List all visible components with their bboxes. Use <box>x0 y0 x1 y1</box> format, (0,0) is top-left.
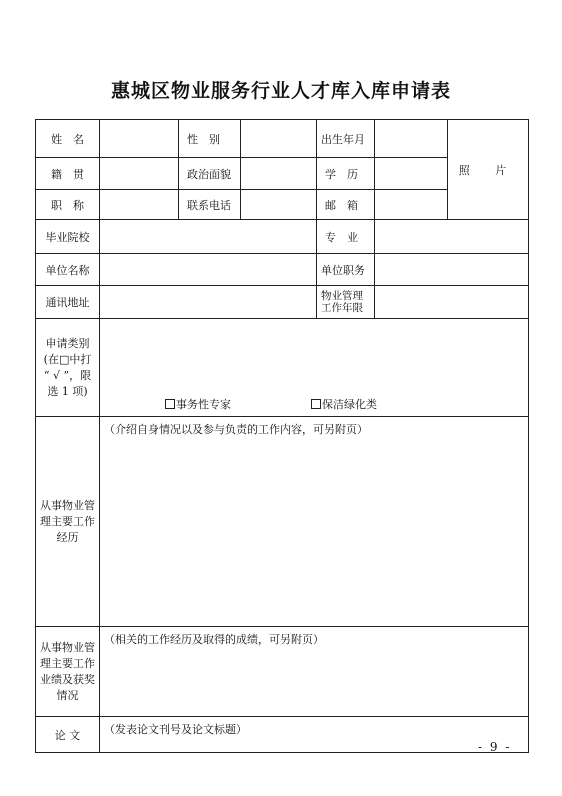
experience-field[interactable] <box>100 417 529 627</box>
years-field[interactable] <box>375 286 529 319</box>
label-gender: 性 别 <box>179 120 241 158</box>
label-education: 学 历 <box>317 158 375 190</box>
school-field[interactable] <box>100 220 317 254</box>
phone-field[interactable] <box>241 190 317 220</box>
papers-hint: （发表论文刊号及论文标题） <box>104 723 247 736</box>
label-years: 物业管理工作年限 <box>317 286 375 319</box>
checkbox-icon[interactable] <box>165 399 175 409</box>
achievements-line: 情况 <box>56 688 79 702</box>
option-affairs-expert[interactable]: 事务性专家 <box>165 396 231 412</box>
position-field[interactable] <box>375 254 529 286</box>
application-form-table <box>35 119 529 753</box>
label-employer: 单位名称 <box>36 254 100 286</box>
papers-field[interactable] <box>100 717 529 753</box>
education-field[interactable] <box>375 158 448 190</box>
label-native-place: 籍 贯 <box>36 158 100 190</box>
category-line: 申请类别 <box>45 336 90 350</box>
option-cleaning-greening[interactable]: 保洁绿化类 <box>311 396 377 412</box>
experience-line: 经历 <box>56 530 79 544</box>
label-school: 毕业院校 <box>36 220 100 254</box>
label-phone: 联系电话 <box>179 190 241 220</box>
achievements-hint: （相关的工作经历及取得的成绩，可另附页） <box>104 633 324 646</box>
label-category <box>36 319 100 417</box>
photo-box[interactable]: 照 片 <box>448 120 529 220</box>
label-birth: 出生年月 <box>317 120 375 158</box>
birth-field[interactable] <box>375 120 448 158</box>
experience-hint: （介绍自身情况以及参与负责的工作内容，可另附页） <box>104 423 368 436</box>
category-options <box>100 319 529 417</box>
page-number: - 9 - <box>478 740 512 754</box>
category-line: “ √ ”，限 <box>43 368 92 382</box>
label-experience <box>36 417 100 627</box>
experience-line: 从事物业管 <box>40 498 95 512</box>
achievements-line: 理主要工作 <box>40 656 95 670</box>
political-field[interactable] <box>241 158 317 190</box>
achievements-line: 业绩及获奖 <box>40 672 95 686</box>
category-line: 选 1 项) <box>47 384 88 398</box>
name-field[interactable] <box>100 120 179 158</box>
label-name: 姓 名 <box>36 120 100 158</box>
label-major: 专 业 <box>317 220 375 254</box>
postcode-field[interactable] <box>375 190 448 220</box>
label-achievements <box>36 627 100 717</box>
experience-line: 理主要工作 <box>40 514 95 528</box>
checkbox-icon[interactable] <box>311 399 321 409</box>
label-address: 通讯地址 <box>36 286 100 319</box>
label-title-rank: 职 称 <box>36 190 100 220</box>
label-position: 单位职务 <box>317 254 375 286</box>
major-field[interactable] <box>375 220 529 254</box>
category-line: (在□中打 <box>43 352 92 366</box>
address-field[interactable] <box>100 286 317 319</box>
title-rank-field[interactable] <box>100 190 179 220</box>
label-postcode: 邮 箱 <box>317 190 375 220</box>
form-title: 惠城区物业服务行业人才库入库申请表 <box>110 80 451 102</box>
achievements-line: 从事物业管 <box>40 640 95 654</box>
achievements-field[interactable] <box>100 627 529 717</box>
employer-field[interactable] <box>100 254 317 286</box>
native-place-field[interactable] <box>100 158 179 190</box>
gender-field[interactable] <box>241 120 317 158</box>
label-papers: 论 文 <box>36 717 100 753</box>
label-political: 政治面貌 <box>179 158 241 190</box>
